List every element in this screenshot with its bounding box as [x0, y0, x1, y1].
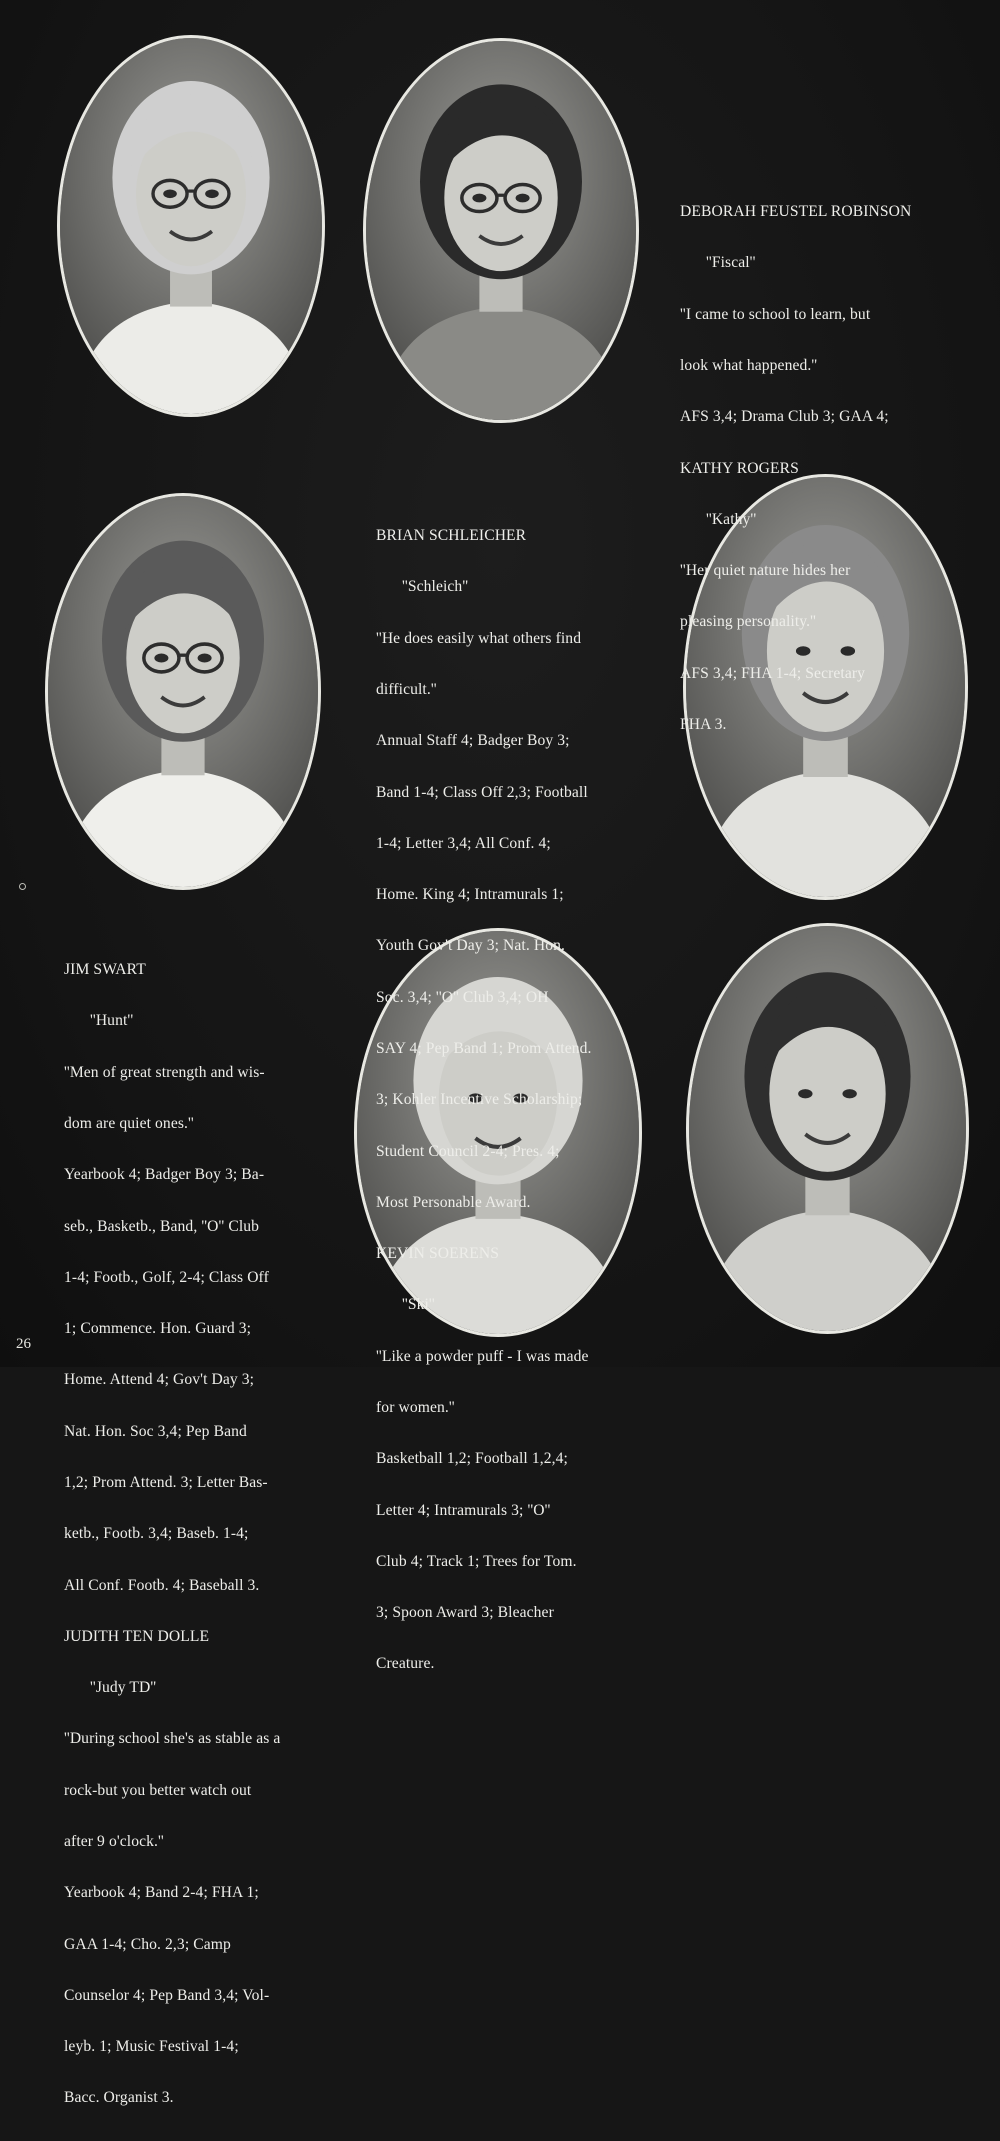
bio-line: SAY 4; Pep Band 1; Prom Attend.	[376, 1040, 592, 1057]
bio-line: rock-but you better watch out	[64, 1781, 252, 1799]
bio-line: leyb. 1; Music Festival 1-4;	[64, 2038, 239, 2056]
bio-line: AFS 3,4; FHA 1-4; Secretary	[680, 664, 866, 682]
bio-line: Soc. 3,4; ''O'' Club 3,4; OH	[376, 988, 549, 1006]
bio-line: 1-4; Footb., Golf, 2-4; Class Off	[64, 1268, 269, 1286]
student-nickname: ''Kathy''	[706, 510, 757, 528]
bio-line: ''During school she's as stable as a	[64, 1730, 281, 1748]
bio-line: ketb., Footb. 3,4; Baseb. 1-4;	[64, 1525, 249, 1543]
student-name: JUDITH TEN DOLLE	[64, 1627, 210, 1645]
bio-line: 1,2; Prom Attend. 3; Letter Bas-	[64, 1474, 268, 1491]
bio-line: Yearbook 4; Band 2-4; FHA 1;	[64, 1884, 259, 1902]
page-number: 26	[16, 1336, 31, 1352]
bio-line: 1-4; Letter 3,4; All Conf. 4;	[376, 834, 551, 852]
bio-line: ''He does easily what others find	[376, 629, 582, 647]
bio-line: Yearbook 4; Badger Boy 3; Ba-	[64, 1166, 265, 1184]
bio-line: look what happened.''	[680, 357, 818, 375]
bio-line: Nat. Hon. Soc 3,4; Pep Band	[64, 1422, 247, 1440]
bio-line: seb., Basketb., Band, ''O'' Club	[64, 1217, 260, 1235]
student-nickname: ''Fiscal''	[706, 254, 756, 272]
student-name: BRIAN SCHLEICHER	[376, 527, 527, 545]
bio-line: after 9 o'clock.''	[64, 1832, 164, 1850]
portrait-kathy-rogers	[363, 38, 639, 423]
bio-line: Basketball 1,2; Football 1,2,4;	[376, 1450, 568, 1468]
bio-line: FHA 3.	[680, 716, 727, 733]
student-nickname: ''Schleich''	[402, 578, 469, 596]
bio-line: for women.''	[376, 1398, 455, 1416]
bio-line: Counselor 4; Pep Band 3,4; Vol-	[64, 1986, 270, 2004]
portrait-photo-icon	[366, 41, 636, 420]
bio-line: Bacc. Organist 3.	[64, 2089, 174, 2107]
portrait-photo-icon	[48, 496, 318, 887]
bio-line: All Conf. Footb. 4; Baseball 3.	[64, 1576, 260, 1594]
bio-line: Youth Gov't Day 3; Nat. Hon.	[376, 937, 565, 955]
bio-line: dom are quiet ones.''	[64, 1115, 194, 1133]
bio-line: Creature.	[376, 1655, 435, 1673]
bio-line: Student Council 2-4; Pres. 4;	[376, 1142, 560, 1160]
bio-line: Most Personable Award.	[376, 1193, 531, 1211]
student-nickname: ''Hunt''	[90, 1012, 134, 1030]
bio-line: 3; Spoon Award 3; Bleacher	[376, 1604, 554, 1622]
bio-line: Band 1-4; Class Off 2,3; Football	[376, 783, 588, 801]
student-name: KATHY ROGERS	[680, 459, 799, 477]
bio-block-bottom-left	[64, 927, 280, 2141]
bio-line: Home. Attend 4; Gov't Day 3;	[64, 1371, 255, 1389]
bio-line: Club 4; Track 1; Trees for Tom.	[376, 1552, 577, 1570]
bio-line: Letter 4; Intramurals 3; ''O''	[376, 1501, 551, 1519]
bio-line: difficult.''	[376, 681, 437, 699]
bio-line: 3; Kohler Incentive Scholarship;	[376, 1091, 583, 1109]
bio-line: 1; Commence. Hon. Guard 3;	[64, 1320, 252, 1338]
portrait-photo-icon	[60, 38, 322, 414]
bio-line: ''Like a powder puff - I was made	[376, 1347, 589, 1365]
student-nickname: ''Ski''	[402, 1296, 435, 1314]
bio-line: Home. King 4; Intramurals 1;	[376, 886, 564, 904]
bio-line: AFS 3,4; Drama Club 3; GAA 4;	[680, 408, 889, 426]
bio-line: ''I came to school to learn, but	[680, 305, 871, 323]
bio-line: ''Her quiet nature hides her	[680, 562, 851, 580]
bio-line: ''Men of great strength and wis-	[64, 1063, 265, 1081]
student-name: DEBORAH FEUSTEL ROBINSON	[680, 203, 912, 221]
portrait-photo-icon	[689, 926, 966, 1331]
portrait-judith-ten-dolle	[686, 923, 969, 1334]
student-name: JIM SWART	[64, 961, 146, 979]
bio-line: Annual Staff 4; Badger Boy 3;	[376, 732, 570, 750]
portrait-deborah-robinson	[57, 35, 325, 417]
bio-block-top-right	[680, 169, 911, 767]
student-name: KEVIN SOERENS	[376, 1245, 500, 1263]
bio-line: GAA 1-4; Cho. 2,3; Camp	[64, 1935, 231, 1953]
bio-block-middle	[376, 493, 592, 1707]
portrait-brian-schleicher	[45, 493, 321, 890]
punch-hole-mark	[19, 883, 26, 890]
student-nickname: ''Judy TD''	[90, 1679, 157, 1697]
bio-line: pleasing personality.''	[680, 613, 816, 631]
